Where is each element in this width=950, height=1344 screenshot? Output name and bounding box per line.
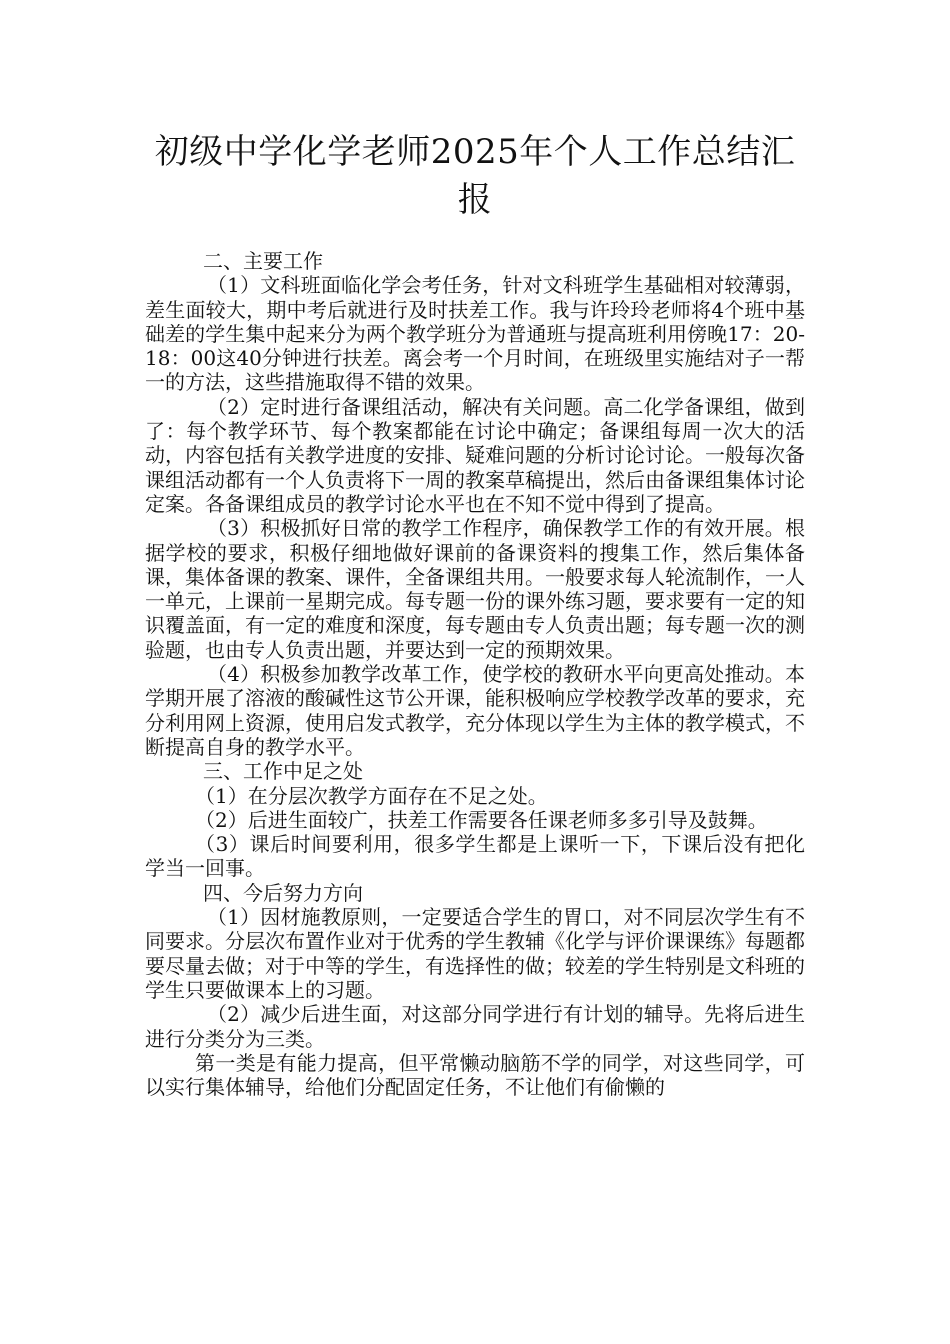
body-paragraph: （4）积极参加教学改革工作，使学校的教研水平向更高处推动。本学期开展了溶液的酸碱性这节公开课，能积极响应学校教学改革的要求，充分利用网上资源，使用启发式教学，充分体现以学生为主体的教学模式，不断提高自身的教学水平。 [145,662,805,759]
section-heading: 二、主要工作 [203,249,323,273]
body-paragraph: （2）后进生面较广，扶差工作需要各任课老师多多引导及鼓舞。 [195,807,768,832]
section-heading: 四、今后努力方向 [203,880,363,905]
body-paragraph: （3）积极抓好日常的教学工作程序，确保教学工作的有效开展。根据学校的要求，积极仔细地做好课前的备课资料的搜集工作，然后集体备课，集体备课的教案、课件，全备课组共用。一般要求每人轮流制作，一人一单元，上课前一星期完成。每专题一份的课外练习题，要求要有一定的知识覆盖面，有一定的难度和深度，每专题由专人负责出题；每专题一次的测验题，也由专人负责出题，并要达到一定的预期效果。 [145,516,805,662]
document-title: 初级中学化学老师2025年个人工作总结汇报 [154,132,796,220]
body-paragraph: 第一类是有能力提高，但平常懒动脑筋不学的同学，对这些同学，可以实行集体辅导，给他们分配固定任务，不让他们有偷懒的 [145,1050,805,1100]
body-paragraph: （2）减少后进生面，对这部分同学进行有计划的辅导。先将后进生进行分类分为三类。 [145,1002,805,1051]
body-paragraph: （3）课后时间要利用，很多学生都是上课听一下，下课后没有把化学当一回事。 [145,832,805,881]
section-heading: 三、工作中足之处 [203,759,363,784]
body-paragraph: （2）定时进行备课组活动，解决有关问题。高二化学备课组，做到了：每个教学环节、每个教案都能在讨论中确定；备课组每周一次大的活动，内容包括有关教学进度的安排、疑难问题的分析讨论讨论。一般每次备课组活动都有一个人负责将下一周的教案草稿提出，然后由备课组集体讨论定案。各备课组成员的教学讨论水平也在不知不觉中得到了提高。 [145,394,805,516]
body-paragraph: （1）文科班面临化学会考任务，针对文科班学生基础相对较薄弱，差生面较大，期中考后就进行及时扶差工作。我与许玲玲老师将4个班中基础差的学生集中起来分为两个教学班分为普通班与提高班利用傍晚17：20-18：00这40分钟进行扶差。离会考一个月时间，在班级里实施结对子一帮一的方法，这些措施取得不错的效果。 [145,273,805,395]
body-paragraph: （1）因材施教原则，一定要适合学生的胃口，对不同层次学生有不同要求。分层次布置作业对于优秀的学生教辅《化学与评价课课练》每题都要尽量去做；对于中等的学生，有选择性的做；较差的学生特别是文科班的学生只要做课本上的习题。 [145,905,805,1002]
document-body [145,249,805,1099]
body-paragraph: （1）在分层次教学方面存在不足之处。 [195,783,548,808]
